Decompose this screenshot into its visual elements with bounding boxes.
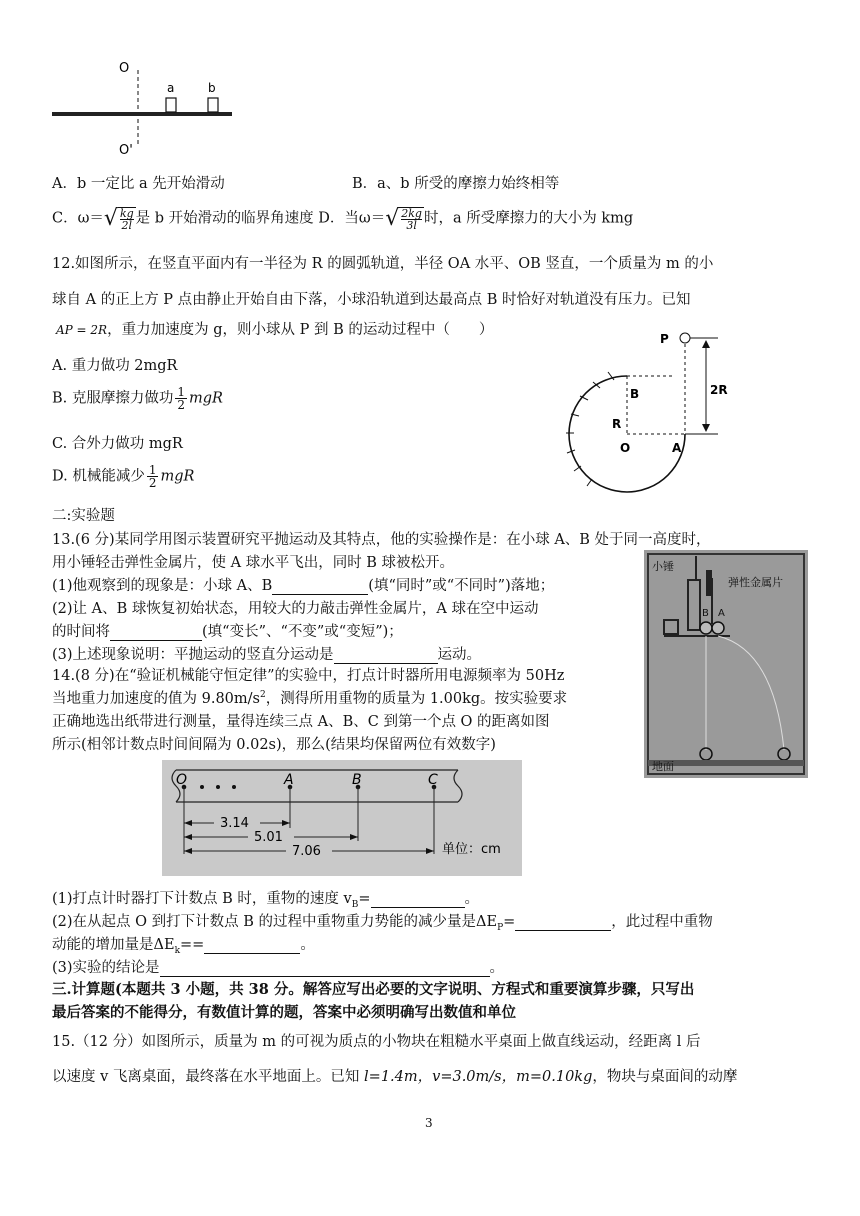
- label-b: b: [208, 81, 216, 95]
- q14-sub2b-suffix: 。: [300, 937, 315, 953]
- q14-answer-blank-conclusion[interactable]: [160, 960, 490, 977]
- q12-stem-line2: 球自 A 的正上方 P 点由静止开始自由下落，小球沿轨道到达最高点 B 时恰好对轨道没有压力。已知: [52, 292, 691, 308]
- q11-d-denominator: 3l: [406, 218, 417, 232]
- q12-option-d: [52, 464, 194, 489]
- q15-line2-suffix: ，物块与桌面间的动摩: [592, 1069, 738, 1085]
- q11-option-b: B．a、b 所受的摩擦力始终相等: [352, 176, 560, 192]
- q12-option-d-prefix: D. 机械能减少: [52, 468, 145, 485]
- q13-line3-suffix: (填“同时”或“不同时”)落地；: [368, 578, 555, 594]
- page-number: 3: [425, 1116, 433, 1130]
- tape-distance-oa: 3.14: [220, 816, 249, 831]
- fig12-label-2R: 2R: [710, 383, 728, 397]
- fig12-label-O: O: [620, 441, 631, 455]
- q11-option-c-prefix: C．ω＝: [52, 210, 104, 227]
- fig13-label-hammer: 小锤: [652, 560, 674, 573]
- fig12-label-A: A: [672, 441, 682, 455]
- q12-ap-equation: AP = 2R: [56, 323, 108, 337]
- q14-line2-sup: 2: [259, 690, 266, 701]
- q14-line2: [52, 687, 567, 708]
- q12-d-den: 2: [148, 476, 157, 490]
- tape-label-O: O: [176, 772, 188, 788]
- q14-sub2-suffix: ，此过程中重物: [611, 914, 713, 930]
- q14-sub1-prefix: (1)打点计时器打下计数点 B 时，重物的速度 v: [52, 891, 352, 907]
- q11-d-numerator: 2kg: [401, 206, 422, 220]
- q13-answer-blank-2[interactable]: [110, 624, 202, 641]
- fig13-label-B: B: [702, 608, 709, 619]
- q13-line5-suffix: (填“变长”、“不变”或“变短”)；: [202, 624, 403, 640]
- q14-sub3-suffix: 。: [489, 960, 505, 976]
- section-3-line2: 最后答案的不能得分，有数值计算的题，答案中必须明确写出数值和单位: [52, 1004, 516, 1021]
- q12-option-c: C. 合外力做功 mgR: [52, 436, 183, 452]
- circular-track-figure: [560, 326, 740, 496]
- q13-line3-prefix: (1)他观察到的现象是：小球 A、B: [52, 578, 273, 594]
- q12-option-b-prefix: B. 克服摩擦力做功: [52, 390, 174, 407]
- q14-sub2b-prefix: 动能的增加量是ΔE: [52, 937, 175, 953]
- q14-line1: 14.(8 分)在“验证机械能守恒定律”的实验中，打点计时器所用电源频率为 50Hz: [52, 668, 565, 684]
- q11-option-c: C．ω＝√ $\frac{kg}{2l}$ 是 b 开始滑动的临界角速度 D．当ω＝√ $\frac{2kg}{3l}$ 时，a 所受摩擦力的大小为 kmg: [52, 206, 634, 232]
- q15-line2-prefix: 以速度 v 飞离桌面，最终落在水平地面上。已知: [52, 1069, 360, 1085]
- q14-sub1: [52, 887, 479, 910]
- q13-line6-prefix: (3)上述现象说明：平抛运动的竖直分运动是: [52, 647, 334, 663]
- tape-distance-oc: 7.06: [292, 844, 321, 859]
- q14-sub1-mid: =: [358, 891, 371, 907]
- section-3-line1: 三.计算题(本题共 3 小题，共 38 分。解答应写出必要的文字说明、方程式和重要演算步骤，只写出: [52, 981, 695, 998]
- q14-answer-blank-vb[interactable]: [371, 891, 465, 908]
- q13-line6: [52, 643, 481, 664]
- q13-answer-blank-1[interactable]: [272, 578, 368, 595]
- q12-option-a: A. 重力做功 2mgR: [52, 358, 178, 374]
- q11-c-denominator: 2l: [121, 218, 133, 232]
- q12-d-num: 1: [148, 463, 157, 477]
- fig13-label-ground: 地面: [652, 760, 674, 773]
- q12-option-b: [52, 386, 223, 411]
- fig12-label-R: R: [612, 417, 622, 431]
- q14-line3: 正确地选出纸带进行测量，量得连续三点 A、B、C 到第一个点 O 的距离如图: [52, 714, 550, 730]
- q13-line6-suffix: 运动。: [437, 647, 482, 663]
- q14-sub2b-mid: ==: [180, 937, 205, 953]
- q14-sub2: [52, 910, 713, 933]
- q11-c-numerator: kg: [119, 206, 134, 220]
- fig12-label-B: B: [630, 387, 640, 401]
- label-a: a: [167, 81, 175, 95]
- q14-answer-blank-ep[interactable]: [515, 914, 611, 931]
- q13-line4: (2)让 A、B 球恢复初始状态，用较大的力敲击弹性金属片，A 球在空中运动: [52, 601, 539, 617]
- q14-sub3: [52, 956, 504, 977]
- tape-label-A: A: [284, 772, 294, 788]
- q14-sub2-mid: =: [503, 914, 516, 930]
- q15-line1: 15.（12 分）如图所示，质量为 m 的可视为质点的小物块在粗糙水平桌面上做直线运动，经距离 l 后: [52, 1034, 701, 1050]
- q11-option-d-suffix: 时，a 所受摩擦力的大小为 kmg: [423, 210, 634, 227]
- q12-option-b-suffix: mgR: [189, 390, 223, 407]
- label-O-prime: O': [119, 143, 133, 158]
- q13-answer-blank-3[interactable]: [334, 647, 438, 664]
- q12-b-den: 2: [177, 398, 186, 412]
- q14-sub2-prefix: (2)在从起点 O 到打下计数点 B 的过程中重物重力势能的减少量是ΔE: [52, 914, 498, 930]
- q14-sub2b: [52, 933, 315, 956]
- q13-line2: 用小锤轻击弹性金属片，使 A 球水平飞出，同时 B 球被松开。: [52, 555, 455, 571]
- paper-tape-figure: [162, 760, 522, 876]
- q14-sub1-suffix: 。: [464, 891, 479, 907]
- q11-option-c-suffix: 是 b 开始滑动的临界角速度: [135, 210, 314, 227]
- fig12-label-P: P: [660, 332, 669, 346]
- q11-option-d-prefix: D．当ω＝: [318, 210, 386, 227]
- q14-answer-blank-ek[interactable]: [204, 937, 300, 954]
- q12-stem-line3: [56, 318, 493, 339]
- q14-line2-prefix: 当地重力加速度的值为 9.80m/s: [52, 691, 260, 707]
- tape-label-B: B: [352, 772, 362, 788]
- q14-line4: 所示(相邻计数点时间间隔为 0.02s)，那么(结果均保留两位有效数字): [52, 737, 496, 753]
- tape-label-C: C: [428, 772, 438, 788]
- label-O: O: [119, 61, 130, 76]
- q12-b-num: 1: [177, 385, 186, 399]
- fig13-label-A: A: [718, 608, 725, 619]
- tape-unit: 单位：cm: [442, 842, 501, 857]
- q13-line5-prefix: 的时间将: [52, 624, 110, 640]
- q15-line2: [52, 1065, 737, 1086]
- projectile-apparatus-figure: [644, 550, 808, 778]
- rotating-disk-figure: [48, 52, 248, 162]
- q14-line2-suffix: ，测得所用重物的质量为 1.00kg。按实验要求: [265, 691, 568, 707]
- tape-distance-ob: 5.01: [254, 830, 283, 845]
- q11-option-a: A．b 一定比 a 先开始滑动: [52, 176, 225, 192]
- q12-stem-line3-text: ，重力加速度为 g，则小球从 P 到 B 的运动过程中（ ）: [107, 322, 494, 338]
- fig13-label-sheet: 弹性金属片: [728, 576, 783, 589]
- q14-sub2b-sub: k: [174, 945, 181, 956]
- q12-option-d-suffix: mgR: [160, 468, 195, 485]
- q14-sub1-sub: B: [351, 899, 359, 910]
- q14-sub3-prefix: (3)实验的结论是: [52, 960, 160, 976]
- section-2-title: 二:实验题: [52, 508, 115, 524]
- q13-line1: 13.(6 分)某同学用图示装置研究平抛运动及其特点，他的实验操作是：在小球 A、B 处于同一高度时，: [52, 532, 711, 548]
- q12-stem-line1: 12.如图所示，在竖直平面内有一半径为 R 的圆弧轨道，半径 OA 水平、OB 竖直，一个质量为 m 的小: [52, 256, 714, 272]
- q14-sub2-sub: P: [497, 922, 504, 933]
- q13-line3: [52, 574, 554, 595]
- q15-line2-values: l=1.4m，v=3.0m/s，m=0.10kg: [359, 1069, 593, 1085]
- q13-line5: [52, 620, 403, 641]
